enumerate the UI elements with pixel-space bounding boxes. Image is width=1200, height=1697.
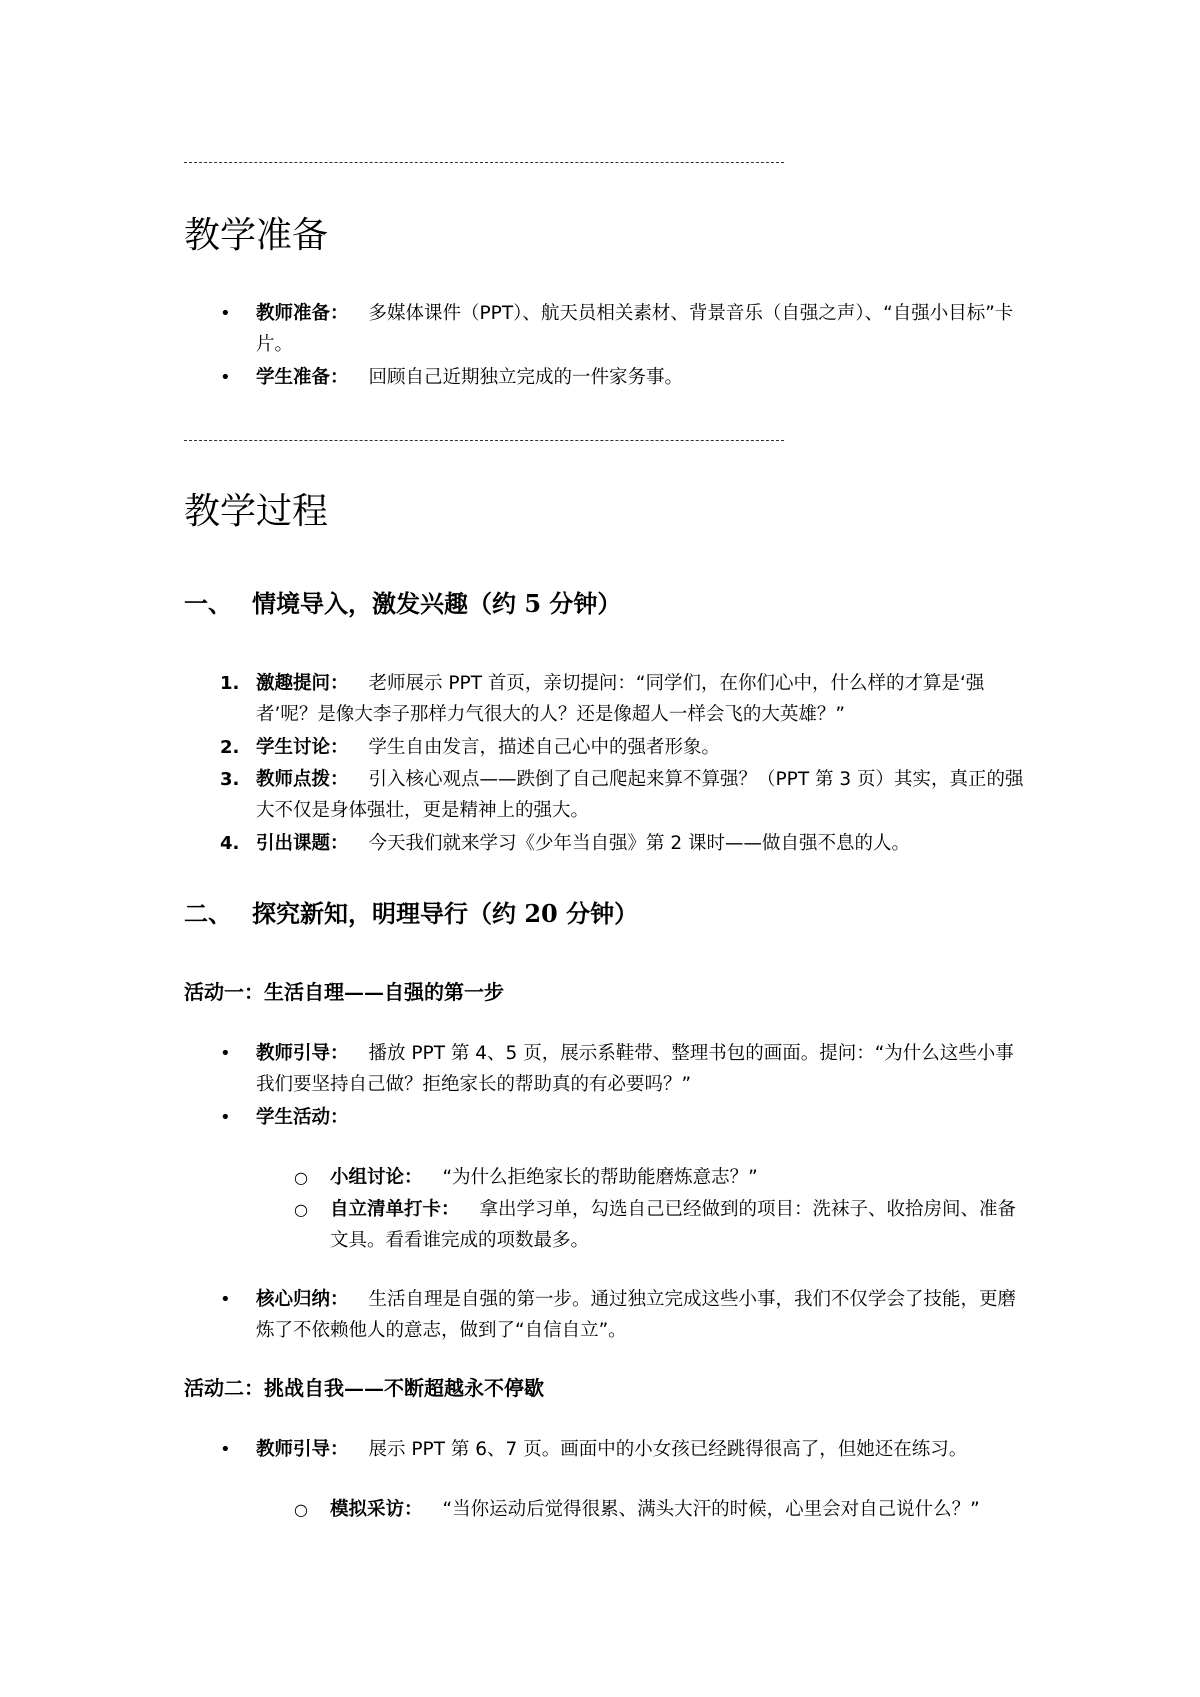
dashed-divider [184,440,784,441]
item-text: 回顾自己近期独立完成的一件家务事。 [368,367,684,388]
bullet-icon: • [220,1043,231,1064]
numbered-item [220,732,1026,763]
section-title-preparation: 教学准备 [184,215,329,256]
circle-bullet-icon: ○ [294,1500,308,1519]
bullet-icon: • [220,367,231,388]
item-label: 核心归纳： [256,1289,349,1310]
item-label: 模拟采访： [330,1499,423,1520]
item-text: 拿出学习单，勾选自己已经做到的项目：洗袜子、收拾房间、准备文具。看看谁完成的项数最多。 [330,1199,1017,1251]
bullet-icon: • [220,303,231,324]
item-number: 1. [220,673,240,694]
sub-item-interview [294,1494,1026,1525]
list-item-teacher-prep [220,298,1026,360]
item-number: 2. [220,737,240,758]
numbered-item [220,828,1026,859]
dashed-divider [184,162,784,163]
bullet-icon: • [220,1107,231,1128]
part-heading-explore [184,900,638,929]
list-item-student-prep [220,362,1026,393]
activity-heading-1: 活动一：生活自理——自强的第一步 [184,980,504,1004]
item-number: 3. [220,769,240,790]
item-text: 老师展示 PPT 首页，亲切提问：“同学们，在你们心中，什么样的才算是‘强者’呢？是像大李子那样力气很大的人？还是像超人一样会飞的大英雄？” [256,673,985,725]
item-label: 引出课题： [256,833,349,854]
bullet-icon: • [220,1289,231,1310]
item-text: 展示 PPT 第 6、7 页。画面中的小女孩已经跳得很高了，但她还在练习。 [368,1439,968,1460]
numbered-item [220,764,1026,826]
item-text: 多媒体课件（PPT）、航天员相关素材、背景音乐（自强之声）、“自强小目标”卡片。 [256,303,1014,355]
item-label: 学生活动： [256,1107,349,1128]
item-label: 教师引导： [256,1043,349,1064]
list-item-teacher-guide-2 [220,1434,1026,1465]
sub-item-checklist [294,1194,1026,1256]
item-label: 教师准备： [256,303,349,324]
item-label: 教师引导： [256,1439,349,1460]
list-item-summary [220,1284,1026,1346]
item-text: 生活自理是自强的第一步。通过独立完成这些小事，我们不仅学会了技能，更磨炼了不依赖他人的意志，做到了“自信自立”。 [256,1289,1017,1341]
part-heading-intro [184,590,621,619]
item-label: 小组讨论： [330,1167,423,1188]
part-number: 二、 [184,899,232,928]
item-label: 学生讨论： [256,737,349,758]
item-label: 教师点拨： [256,769,349,790]
item-text: “为什么拒绝家长的帮助能磨炼意志？” [442,1167,758,1188]
sub-item-group-discussion [294,1162,1026,1193]
item-text: 播放 PPT 第 4、5 页，展示系鞋带、整理书包的画面。提问：“为什么这些小事我们要坚持自己做？拒绝家长的帮助真的有必要吗？” [256,1043,1014,1095]
list-item-student-activity [220,1102,1026,1133]
item-text: 学生自由发言，描述自己心中的强者形象。 [368,737,721,758]
numbered-item [220,668,1026,730]
circle-bullet-icon: ○ [294,1200,308,1219]
item-number: 4. [220,833,240,854]
item-text: “当你运动后觉得很累、满头大汗的时候，心里会对自己说什么？” [442,1499,980,1520]
section-title-process: 教学过程 [184,491,329,532]
part-title: 探究新知，明理导行（约 20 分钟） [252,899,639,928]
bullet-icon: • [220,1439,231,1460]
circle-bullet-icon: ○ [294,1168,308,1187]
item-label: 自立清单打卡： [330,1199,460,1220]
part-number: 一、 [184,589,232,618]
list-item-teacher-guide [220,1038,1026,1100]
item-label: 激趣提问： [256,673,349,694]
activity-heading-2: 活动二：挑战自我——不断超越永不停歇 [184,1376,544,1400]
item-text: 今天我们就来学习《少年当自强》第 2 课时——做自强不息的人。 [368,833,911,854]
item-label: 学生准备： [256,367,349,388]
part-title: 情境导入，激发兴趣（约 5 分钟） [252,589,622,618]
item-text: 引入核心观点——跌倒了自己爬起来算不算强？（PPT 第 3 页）其实，真正的强大不仅是身体强壮，更是精神上的强大。 [256,769,1024,821]
